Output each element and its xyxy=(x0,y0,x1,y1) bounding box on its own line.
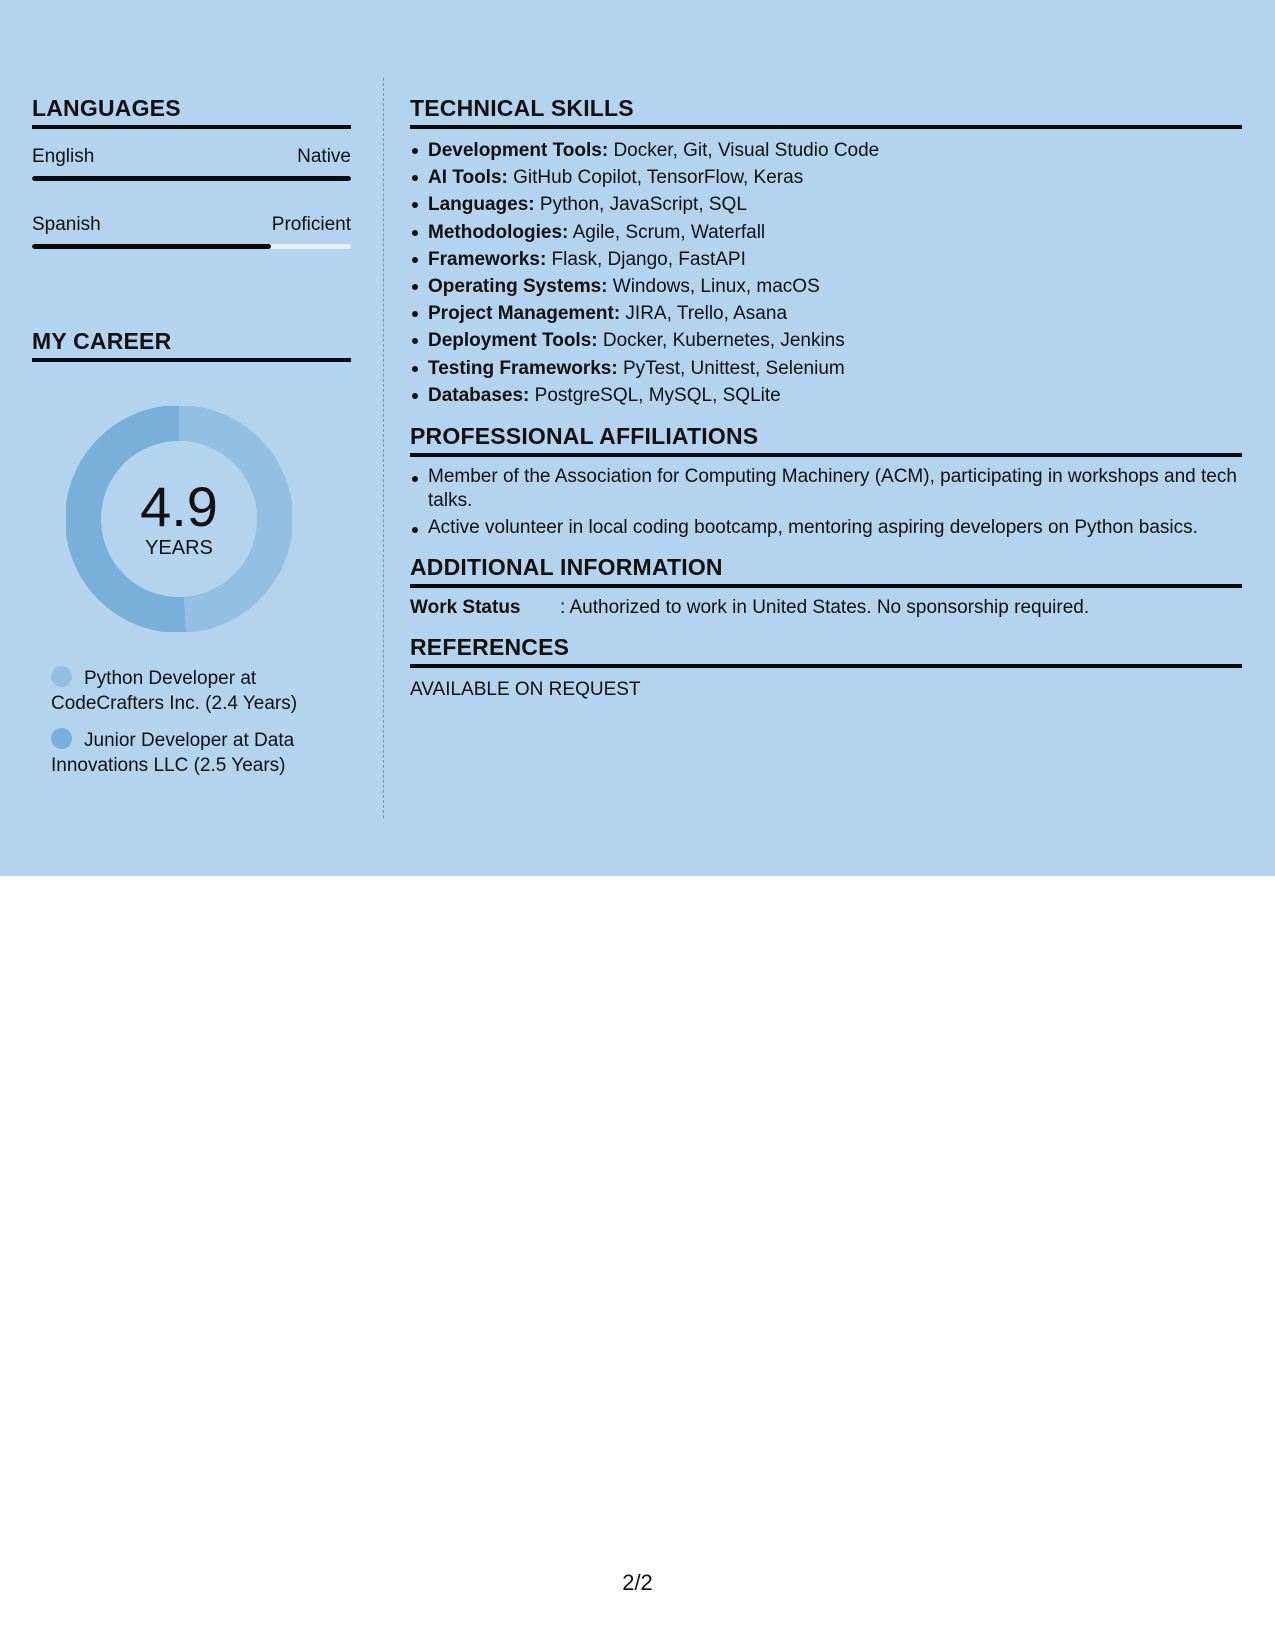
skill-item xyxy=(410,246,1242,273)
skill-category: Development Tools: xyxy=(428,140,609,161)
skill-item xyxy=(410,219,1242,246)
skill-values: Python, JavaScript, SQL xyxy=(534,194,747,216)
references-title: REFERENCES xyxy=(410,633,1242,668)
legend-label: Python Developer at CodeCrafters Inc. (2.4 Years) xyxy=(51,668,298,714)
work-status-label: Work Status xyxy=(410,597,521,619)
work-status-value: : Authorized to work in United States. No sponsorship required. xyxy=(560,597,1090,619)
references-text: AVAILABLE ON REQUEST xyxy=(410,679,641,701)
language-item xyxy=(32,213,351,249)
technical-skills-title: TECHNICAL SKILLS xyxy=(410,94,1242,129)
right-column xyxy=(410,94,1242,702)
skill-item xyxy=(410,273,1242,300)
skill-values: Docker, Kubernetes, Jenkins xyxy=(597,330,845,352)
left-column xyxy=(32,94,351,778)
work-status-row xyxy=(410,596,1242,620)
skill-item xyxy=(410,382,1242,409)
career-total-unit: YEARS xyxy=(145,537,213,559)
skill-category: Languages: xyxy=(428,194,535,216)
language-name: Spanish xyxy=(32,214,101,235)
donut-center xyxy=(66,475,292,560)
language-level: Native xyxy=(297,146,351,167)
skill-category: Deployment Tools: xyxy=(428,330,598,352)
language-bar xyxy=(32,176,351,181)
technical-skills-list xyxy=(410,137,1242,409)
languages-title: LANGUAGES xyxy=(32,94,351,129)
skill-category: Project Management: xyxy=(428,303,621,325)
language-item xyxy=(32,145,351,181)
language-level: Proficient xyxy=(271,214,351,235)
skill-values: Docker, Git, Visual Studio Code xyxy=(608,140,880,161)
legend-item xyxy=(51,666,321,716)
language-bar xyxy=(32,244,351,249)
skill-values: Agile, Scrum, Waterfall xyxy=(568,221,766,243)
skill-item xyxy=(410,327,1242,354)
affiliation-item: Active volunteer in local coding bootcamp, mentoring aspiring developers on Python basics. xyxy=(410,516,1242,540)
affiliation-item: Member of the Association for Computing Machinery (ACM), participating in workshops and tech talks. xyxy=(410,465,1242,513)
skill-item xyxy=(410,355,1242,382)
skill-values: Flask, Django, FastAPI xyxy=(546,248,746,270)
career-total-years: 4.9 xyxy=(140,475,218,538)
skill-item xyxy=(410,137,1242,164)
career-donut-chart xyxy=(66,406,292,632)
skill-values: Windows, Linux, macOS xyxy=(607,276,820,298)
additional-info-title: ADDITIONAL INFORMATION xyxy=(410,553,1242,588)
skill-item xyxy=(410,191,1242,218)
affiliations-title: PROFESSIONAL AFFILIATIONS xyxy=(410,422,1242,457)
skill-values: JIRA, Trello, Asana xyxy=(620,303,788,325)
skill-category: AI Tools: xyxy=(428,167,508,189)
language-bar-fill xyxy=(32,176,351,181)
column-divider xyxy=(383,78,384,818)
skill-values: GitHub Copilot, TensorFlow, Keras xyxy=(507,167,804,189)
career-title: MY CAREER xyxy=(32,327,351,362)
legend-label: Junior Developer at Data Innovations LLC (2.5 Years) xyxy=(51,730,295,776)
skill-item xyxy=(410,300,1242,327)
language-bar-fill xyxy=(32,244,271,249)
career-legend xyxy=(51,666,351,778)
legend-dot-icon xyxy=(51,666,72,687)
skill-category: Methodologies: xyxy=(428,221,569,243)
skill-values: PostgreSQL, MySQL, SQLite xyxy=(529,384,781,406)
skill-category: Databases: xyxy=(428,384,530,406)
skill-category: Frameworks: xyxy=(428,248,547,270)
legend-item xyxy=(51,728,321,778)
legend-dot-icon xyxy=(51,728,72,749)
language-name: English xyxy=(32,146,95,167)
page-number: 2/2 xyxy=(622,1570,653,1595)
skill-category: Operating Systems: xyxy=(428,276,608,298)
skill-category: Testing Frameworks: xyxy=(428,357,618,379)
skill-values: PyTest, Unittest, Selenium xyxy=(617,357,845,379)
affiliations-list xyxy=(410,465,1242,540)
skill-item xyxy=(410,164,1242,191)
